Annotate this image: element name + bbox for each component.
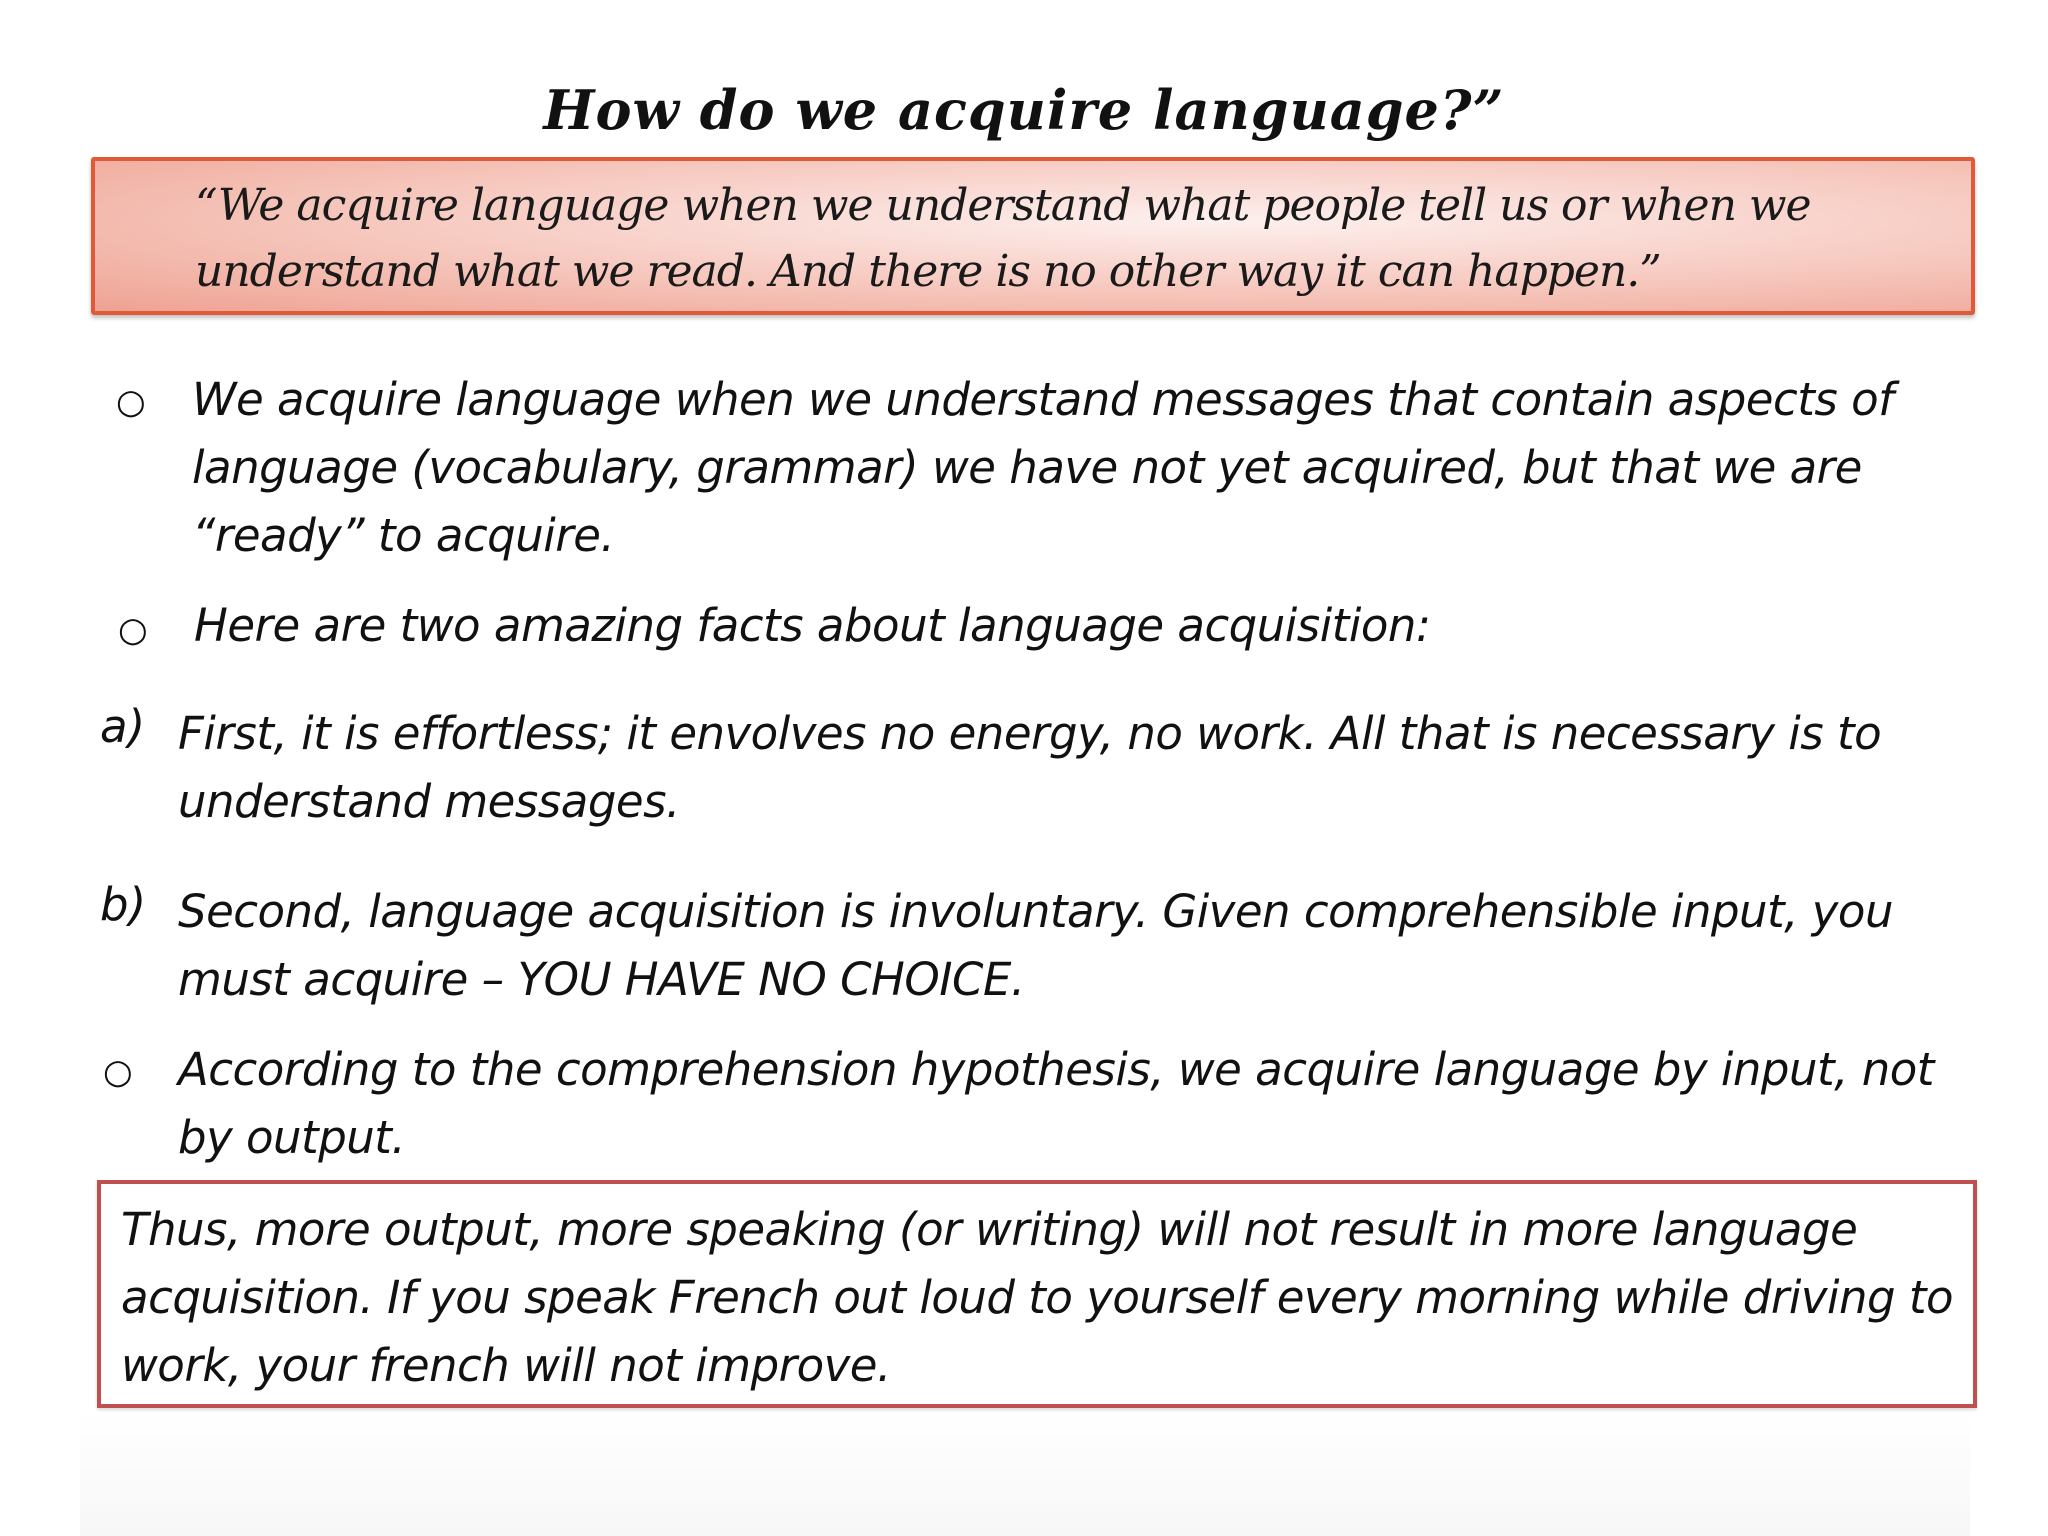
conclusion-box [97,1180,1977,1408]
fact-marker-b: b) [100,878,147,931]
slide-title: How do we acquire language?” [543,78,1505,142]
bullet-text-acquire: We acquire language when we understand messages that contain aspects of language (vocabulary, grammar) we have not yet acquired, but that we are “ready” to acquire. [192,373,1894,562]
bullet-text-facts-intro: Here are two amazing facts about language acquisition: [194,599,1431,652]
bullet-marker: ○ [116,382,146,422]
fact-marker-a: a) [100,700,146,753]
quote-text: “We acquire language when we understand what people tell us or when we understand what we read. And there is no other way it can happen.” [195,180,1811,297]
bullet-marker: ○ [103,1052,133,1092]
conclusion-text: Thus, more output, more speaking (or writing) will not result in more language acquisition. If you speak French out loud to yourself every morning while driving to work, your french will not improve. [121,1203,1954,1392]
bullet-text-hypothesis: According to the comprehension hypothesis, we acquire language by input, not by output. [178,1043,1934,1164]
bullet-marker: ○ [118,610,148,650]
fact-text-a: First, it is effortless; it envolves no energy, no work. All that is necessary is to understand messages. [178,707,1882,828]
fact-text-b: Second, language acquisition is involuntary. Given comprehensible input, you must acquire – YOU HAVE NO CHOICE. [178,885,1893,1006]
slide-bottom-shade [80,1410,1970,1536]
quote-box [91,157,1975,315]
